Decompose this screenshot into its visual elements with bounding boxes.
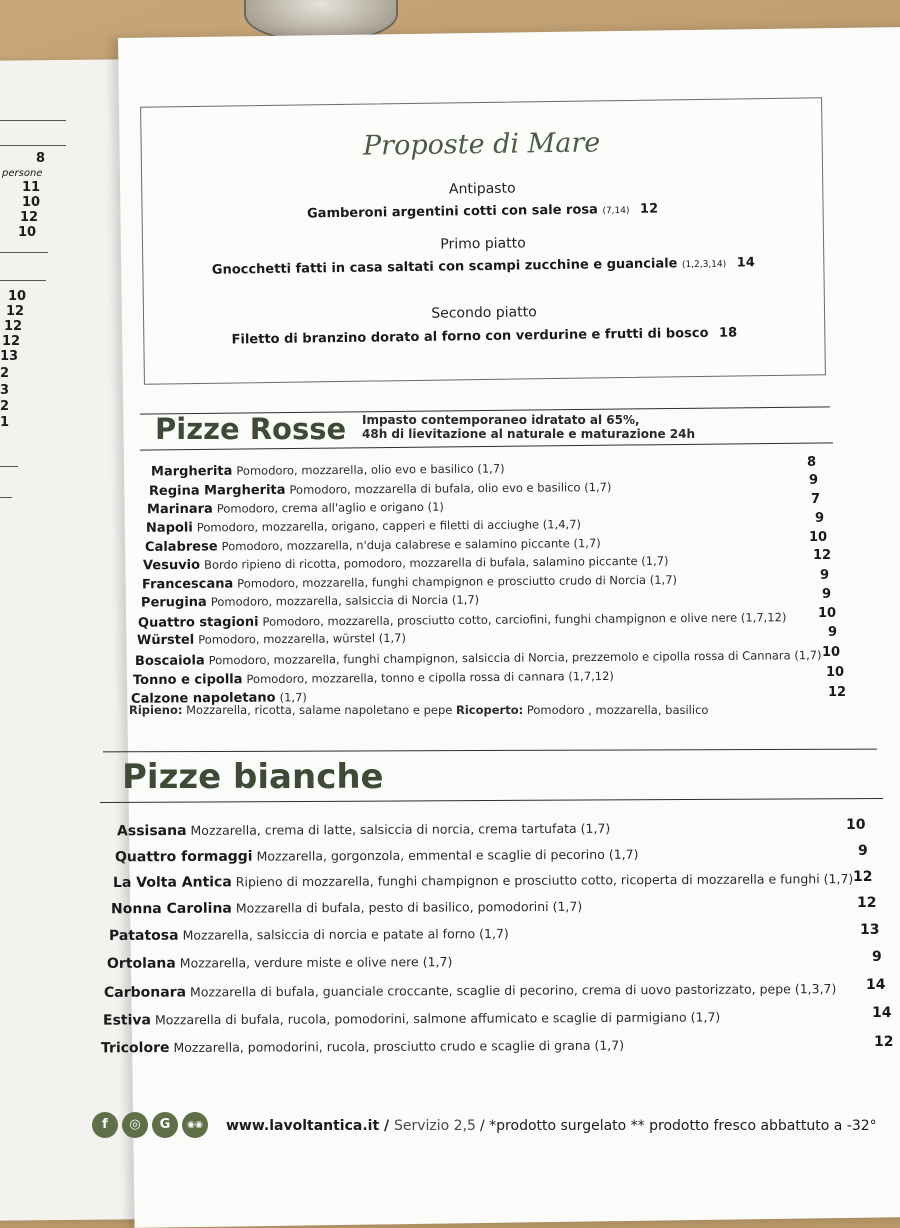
pizza-price: 10 bbox=[822, 645, 841, 660]
pizza-price: 9 bbox=[858, 843, 868, 859]
instagram-icon[interactable]: ◎ bbox=[122, 1112, 148, 1138]
pizza-name: La Volta Antica bbox=[112, 874, 232, 891]
pizza-description: Pomodoro, mozzarella, olio evo e basilico (1,7) bbox=[236, 461, 505, 478]
pizza-row bbox=[137, 631, 406, 648]
pizza-description: Bordo ripieno di ricotta, pomodoro, mozzarella di bufala, salamino piccante (1,7) bbox=[203, 553, 669, 572]
divider bbox=[0, 280, 46, 281]
pizza-description: Pomodoro, mozzarella, prosciutto cotto, carciofini, funghi champignon e olive nere (1,7,12) bbox=[262, 610, 787, 629]
left-price: 11 bbox=[22, 180, 41, 195]
pizza-description: Pomodoro, mozzarella, würstel (1,7) bbox=[198, 630, 407, 647]
pizza-price: 12 bbox=[853, 869, 873, 885]
tripadvisor-icon[interactable]: ◉◉ bbox=[182, 1112, 208, 1138]
pizza-description: Pomodoro, mozzarella, funghi champignon, salsiccia di Norcia, prezzemolo e cipolla rossa di Cannara (1,7) bbox=[208, 648, 822, 668]
primo-heading: Primo piatto bbox=[440, 235, 526, 253]
pizza-description: Pomodoro, mozzarella di bufala, olio evo e basilico (1,7) bbox=[289, 479, 612, 497]
pizza-description: Ripieno di mozzarella, funghi champignon e prosciutto cotto, ricoperta di mozzarella e funghi (1,7) bbox=[235, 871, 854, 890]
divider bbox=[0, 466, 18, 467]
pizza-price: 10 bbox=[818, 606, 837, 621]
pizza-price: 10 bbox=[826, 665, 845, 680]
pizza-description: Mozzarella, salsiccia di norcia e patate al forno (1,7) bbox=[182, 925, 509, 943]
pizza-name: Vesuvio bbox=[142, 557, 201, 574]
ricoperto-text: Pomodoro , mozzarella, basilico bbox=[526, 703, 709, 717]
pizza-name: Würstel bbox=[136, 632, 195, 649]
left-price: 12 bbox=[4, 319, 23, 334]
pizza-row bbox=[151, 461, 505, 479]
pizza-price: 14 bbox=[872, 1005, 892, 1021]
pizza-row bbox=[101, 1038, 624, 1057]
left-price: 13 bbox=[0, 349, 19, 364]
pizza-price: 10 bbox=[809, 530, 828, 545]
left-price: 10 bbox=[8, 289, 27, 304]
pizza-price: 9 bbox=[872, 949, 882, 965]
allergens: (7,14) bbox=[602, 205, 630, 217]
divider bbox=[0, 252, 48, 253]
left-price: 3 bbox=[0, 383, 10, 398]
pizza-name: Perugina bbox=[140, 594, 207, 611]
pizza-name: Tricolore bbox=[100, 1040, 170, 1057]
item-price: 18 bbox=[718, 325, 738, 341]
pizza-description: Pomodoro, crema all'aglio e origano (1) bbox=[216, 499, 444, 516]
pizza-price: 9 bbox=[809, 473, 819, 488]
pizza-row bbox=[141, 593, 479, 611]
pizza-name: Boscaiola bbox=[134, 653, 205, 669]
pizza-row bbox=[115, 847, 639, 866]
pizza-description: Pomodoro, mozzarella, funghi champignon e prosciutto crudo di Norcia (1,7) bbox=[237, 572, 678, 591]
pizza-name: Ortolana bbox=[106, 955, 176, 972]
item-name: Filetto di branzino dorato al forno con verdurine e frutti di bosco bbox=[231, 325, 709, 348]
pizza-price: 9 bbox=[828, 625, 838, 640]
pizza-description: Mozzarella di bufala, rucola, pomodorini, salmone affumicato e scaglie di parmigiano (1,7) bbox=[154, 1009, 721, 1028]
pizza-description: Pomodoro, mozzarella, salsiccia di Norcia (1,7) bbox=[210, 592, 480, 609]
pizza-price: 12 bbox=[874, 1034, 894, 1050]
pizza-description: Pomodoro, mozzarella, tonno e cipolla rossa di cannara (1,7,12) bbox=[246, 668, 614, 687]
pizza-description: Pomodoro, mozzarella, origano, capperi e filetti di acciughe (1,4,7) bbox=[196, 517, 582, 535]
left-price: 12 bbox=[2, 334, 21, 349]
pizza-description: (1,7) bbox=[279, 690, 307, 705]
dough-note bbox=[362, 413, 695, 441]
pizza-description: Mozzarella di bufala, pesto di basilico, pomodorini (1,7) bbox=[235, 898, 583, 916]
allergens: (1,2,3,14) bbox=[681, 259, 727, 271]
website-link[interactable]: www.lavoltantica.it / bbox=[226, 1118, 390, 1134]
antipasto-item bbox=[143, 199, 823, 223]
left-price: 12 bbox=[6, 304, 25, 319]
secondo-item bbox=[144, 324, 824, 348]
pizza-price: 9 bbox=[815, 511, 825, 526]
pizza-name: Nonna Carolina bbox=[110, 900, 232, 918]
pizza-name: Quattro stagioni bbox=[137, 614, 259, 631]
item-price: 14 bbox=[736, 255, 755, 271]
pizza-name: Calzone napoletano bbox=[130, 690, 276, 707]
pizza-price: 12 bbox=[857, 895, 877, 911]
pizza-price: 7 bbox=[811, 492, 821, 507]
pizza-description: Mozzarella di bufala, guanciale croccante, scaglie di pecorino, crema di uovo pastorizzato, pepe (1,3,7) bbox=[189, 981, 837, 1000]
service-charge: Servizio 2,5 bbox=[394, 1118, 476, 1134]
ricoperto-label: Ricoperto: bbox=[456, 703, 524, 717]
pizza-name: Tonno e cipolla bbox=[132, 672, 243, 689]
divider bbox=[0, 145, 66, 146]
left-price: 10 bbox=[22, 195, 41, 210]
divider bbox=[0, 497, 12, 498]
pizza-row bbox=[109, 926, 509, 944]
facebook-icon[interactable]: f bbox=[92, 1112, 118, 1138]
dough-note-line: 48h di lievitazione al naturale e maturazione 24h bbox=[362, 427, 696, 441]
primo-item bbox=[143, 254, 823, 278]
pizza-price: 8 bbox=[807, 455, 817, 470]
google-icon[interactable]: G bbox=[152, 1112, 178, 1138]
pizza-name: Regina Margherita bbox=[148, 482, 286, 500]
antipasto-heading: Antipasto bbox=[448, 180, 516, 198]
left-price: 8 bbox=[36, 151, 46, 166]
pizza-name: Quattro formaggi bbox=[114, 848, 253, 866]
footer-note: / *prodotto surgelato ** prodotto fresco abbattuto a -32° bbox=[480, 1118, 877, 1134]
mare-title: Proposte di Mare bbox=[362, 127, 601, 162]
pizza-price: 9 bbox=[820, 568, 830, 583]
left-price-label: persone bbox=[2, 168, 43, 179]
rosse-title: Pizze Rosse bbox=[155, 412, 347, 446]
left-price: 10 bbox=[18, 225, 37, 240]
pizza-name: Marinara bbox=[146, 501, 213, 518]
pizza-name: Estiva bbox=[102, 1012, 152, 1029]
ripieno-label: Ripieno: bbox=[129, 703, 183, 717]
pizza-description: Mozzarella, pomodorini, rucola, prosciutto crudo e scaglie di grana (1,7) bbox=[173, 1037, 625, 1055]
item-price: 12 bbox=[639, 201, 659, 217]
left-price: 2 bbox=[0, 399, 10, 414]
left-page-prices bbox=[0, 0, 60, 520]
pizza-description: Mozzarella, verdure miste e olive nere (1,7) bbox=[179, 954, 453, 971]
item-name: Gnocchetti fatti in casa saltati con scampi zucchine e guanciale bbox=[211, 256, 678, 278]
pizza-row bbox=[103, 1009, 720, 1028]
secondo-heading: Secondo piatto bbox=[431, 304, 537, 322]
ripieno-text: Mozzarella, ricotta, salame napoletano e pepe bbox=[186, 703, 453, 717]
pizza-price: 14 bbox=[866, 977, 886, 993]
pizza-name: Margherita bbox=[150, 463, 233, 480]
pizza-description: Mozzarella, gorgonzola, emmental e scaglie di pecorino (1,7) bbox=[256, 846, 639, 864]
pizza-row bbox=[111, 899, 582, 917]
pizza-price: 12 bbox=[813, 548, 832, 563]
bianche-title: Pizze bianche bbox=[122, 757, 384, 797]
pizza-price: 9 bbox=[822, 587, 832, 602]
left-price: 12 bbox=[20, 210, 39, 225]
pizza-name: Francescana bbox=[141, 576, 234, 593]
calzone-filling bbox=[129, 703, 708, 717]
item-name: Gamberoni argentini cotti con sale rosa bbox=[306, 202, 598, 222]
pizza-description: Pomodoro, mozzarella, n'duja calabrese e salamino piccante (1,7) bbox=[221, 536, 601, 554]
pizza-price: 12 bbox=[828, 685, 847, 700]
pizza-description: Mozzarella, crema di latte, salsiccia di norcia, crema tartufata (1,7) bbox=[190, 820, 611, 838]
pizza-name: Calabrese bbox=[144, 539, 218, 555]
pizza-name: Napoli bbox=[145, 520, 193, 536]
pizza-row bbox=[107, 954, 452, 972]
menu-footer bbox=[92, 1112, 900, 1144]
pizza-price: 13 bbox=[860, 922, 880, 938]
pizza-name: Assisana bbox=[116, 822, 187, 840]
pizza-name: Patatosa bbox=[108, 927, 179, 945]
pizza-row bbox=[147, 500, 444, 518]
dough-note-line: Impasto contemporaneo idratato al 65%, bbox=[362, 413, 640, 427]
mare-specials-box bbox=[140, 97, 826, 384]
pizza-row bbox=[117, 821, 610, 840]
left-price: 2 bbox=[0, 366, 10, 381]
pizza-price: 10 bbox=[846, 817, 866, 833]
divider bbox=[0, 120, 66, 121]
left-price: 1 bbox=[0, 415, 10, 430]
pizza-name: Carbonara bbox=[103, 984, 187, 1001]
